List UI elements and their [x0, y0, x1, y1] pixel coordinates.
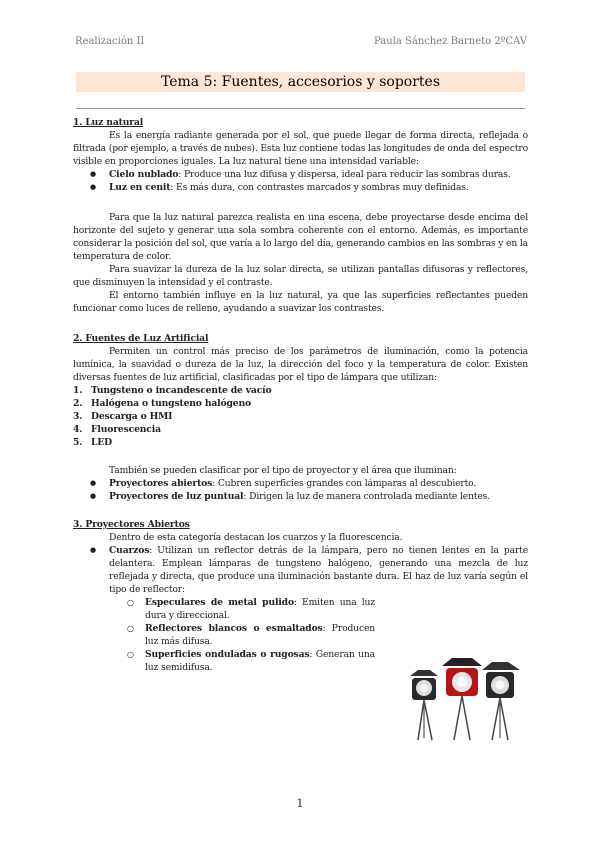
list-item — [127, 622, 375, 648]
paragraph: Permiten un control más preciso de los parámetros de iluminación, como la potencia lumínica, la suavidad o dureza de la luz, la dirección del foco y la temperatura de color. Existen diversas fuentes de luz artificial, clasificadas por el tipo de lámpara que utilizan: — [73, 346, 528, 383]
paragraph: Para que la luz natural parezca realista en una escena, debe proyectarse desde encima del horizonte del sujeto y generar una sola sombra coherente con el entorno. Además, es importante considerar la posición del sol, que varía a lo largo del día, generando cambios en las sombras y en la temperatura de color. — [73, 212, 528, 262]
list-item — [73, 181, 528, 194]
section-heading-luz-natural: 1. Luz natural — [73, 117, 144, 128]
list-number: 5. — [73, 437, 83, 448]
quartz-lights-photo — [408, 656, 524, 742]
section-heading-luz-artificial: 2. Fuentes de Luz Artificial — [73, 333, 209, 344]
bullet-list — [73, 477, 528, 503]
list-item — [73, 168, 528, 181]
list-item — [73, 477, 528, 490]
title-divider — [76, 108, 525, 109]
list-text: Halógena o tungsteno halógeno — [91, 398, 251, 409]
list-number: 1. — [73, 385, 83, 396]
list-item — [127, 648, 375, 674]
term: Superficies onduladas o rugosas — [145, 649, 310, 660]
definition: : Cubren superficies grandes con lámparas al descubierto. — [212, 478, 477, 489]
lamp-right-icon — [482, 662, 520, 740]
list-text: Tungsteno o incandescente de vacío — [91, 385, 272, 396]
header-author: Paula Sánchez Barneto 2ºCAV — [373, 36, 527, 47]
list-item — [73, 436, 528, 449]
definition: : Produce una luz difusa y dispersa, ideal para reducir las sombras duras. — [178, 169, 511, 180]
paragraph: Es la energía radiante generada por el sol, que puede llegar de forma directa, reflejada o filtrada (por ejemplo, a través de nubes). Esta luz contiene todas las longitudes de onda del espectro visible en proporciones iguales. La luz natural tiene una intensidad variable: — [73, 130, 528, 167]
list-item — [73, 410, 528, 423]
sub-bullet-list — [127, 596, 375, 674]
definition: : Emiten una luz dura y direccional. — [145, 597, 375, 621]
definition: : Generan una luz semidifusa. — [145, 649, 375, 673]
list-number: 3. — [73, 411, 83, 422]
list-item — [73, 490, 528, 503]
lamp-left-icon — [410, 670, 438, 740]
paragraph: El entorno también influye en la luz natural, ya que las superficies reflectantes pueden funcionar como luces de relleno, ayudando a suavizar los contrastes. — [73, 290, 528, 314]
paragraph: Dentro de esta categoría destacan los cuarzos y la fluorescencia. — [109, 532, 403, 543]
list-text: Descarga o HMI — [91, 411, 173, 422]
list-item — [73, 544, 528, 596]
list-item — [73, 423, 528, 436]
list-number: 4. — [73, 424, 83, 435]
list-item — [73, 397, 528, 410]
definition: : Es más dura, con contrastes marcados y sombras muy definidas. — [170, 182, 469, 193]
term: Cielo nublado — [109, 169, 179, 180]
page-number: 1 — [296, 797, 304, 810]
paragraph: Para suavizar la dureza de la luz solar directa, se utilizan pantallas difusoras y reflectores, que disminuyen la intensidad y el contraste. — [73, 264, 528, 288]
list-item — [73, 384, 528, 397]
term: Proyectores abiertos — [109, 478, 213, 489]
document-body — [73, 116, 528, 674]
term: Especulares de metal pulido — [145, 597, 294, 608]
definition: : Utilizan un reflector detrás de la lámpara, pero no tienen lentes en la parte delantera. Emplean lámparas de tungsteno halógeno, generando una mezcla de luz reflejada y directa, que produce una iluminación bastante dura. El haz de luz varía según el tipo de reflector: — [109, 545, 528, 595]
list-text: LED — [91, 437, 112, 448]
lamp-middle-icon — [442, 658, 482, 740]
list-item — [127, 596, 375, 622]
list-number: 2. — [73, 398, 83, 409]
term: Reflectores blancos o esmaltados — [145, 623, 323, 634]
bullet-list — [73, 168, 528, 194]
numbered-list — [73, 384, 528, 449]
paragraph: También se pueden clasificar por el tipo de proyector y el área que iluminan: — [109, 465, 457, 476]
term: Luz en cenit — [109, 182, 171, 193]
page-title: Tema 5: Fuentes, accesorios y soportes — [76, 72, 525, 92]
section-heading-proyectores-abiertos: 3. Proyectores Abiertos — [73, 519, 190, 530]
bullet-list — [73, 544, 528, 596]
term: Proyectores de luz puntual — [109, 491, 244, 502]
definition: : Dirigen la luz de manera controlada mediante lentes. — [243, 491, 490, 502]
definition: : Producen luz más difusa. — [145, 623, 376, 647]
list-text: Fluorescencia — [91, 424, 161, 435]
header-course: Realización II — [75, 36, 145, 47]
term: Cuarzos — [109, 545, 150, 556]
